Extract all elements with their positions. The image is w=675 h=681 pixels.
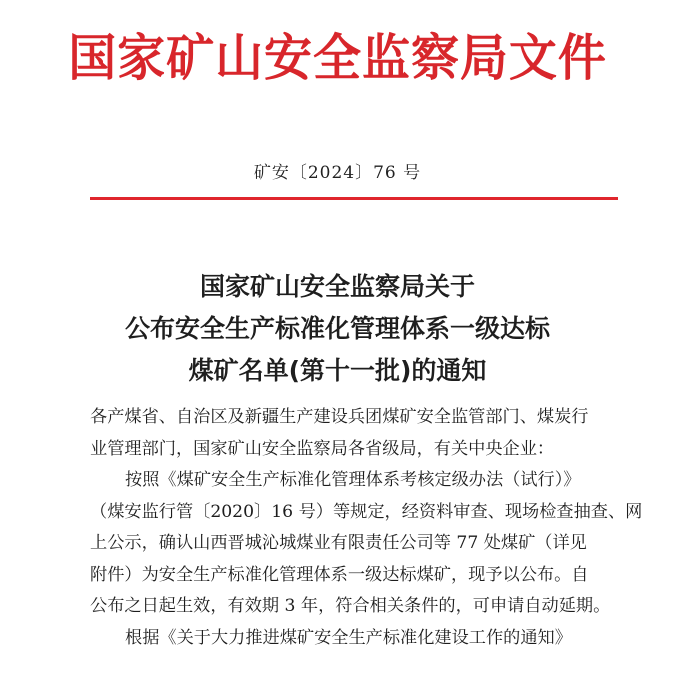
title-line-2: 公布安全生产标准化管理体系一级达标	[124, 314, 550, 343]
document-number: 矿安〔2024〕76 号	[253, 163, 422, 183]
title-line-1: 国家矿山安全监察局关于	[199, 272, 475, 301]
notice-body	[90, 402, 643, 654]
body-line-6: 附件）为安全生产标准化管理体系一级达标煤矿，现予以公布。自	[90, 564, 589, 585]
body-line-7: 公布之日起生效，有效期 3 年，符合相关条件的，可申请自动延期。	[90, 596, 611, 616]
title-line-3: 煤矿名单(第十一批)的通知	[188, 356, 487, 385]
document-masthead: 国家矿山安全监察局文件	[68, 29, 607, 87]
red-divider-rule	[90, 197, 618, 200]
body-line-3: 按照《煤矿安全生产标准化管理体系考核定级办法（试行）》	[125, 470, 581, 490]
body-line-1: 各产煤省、自治区及新疆生产建设兵团煤矿安全监管部门、煤炭行	[90, 407, 589, 427]
body-line-8: 根据《关于大力推进煤矿安全生产标准化建设工作的通知》	[125, 627, 572, 648]
body-line-4: （煤安监行管〔2020〕16 号）等规定，经资料审查、现场检查抽查、网	[90, 501, 643, 522]
notice-title	[0, 266, 675, 392]
body-line-5: 上公示，确认山西晋城沁城煤业有限责任公司等 77 处煤矿（详见	[90, 533, 587, 553]
body-line-2: 业管理部门，国家矿山安全监察局各省级局，有关中央企业：	[90, 438, 555, 459]
